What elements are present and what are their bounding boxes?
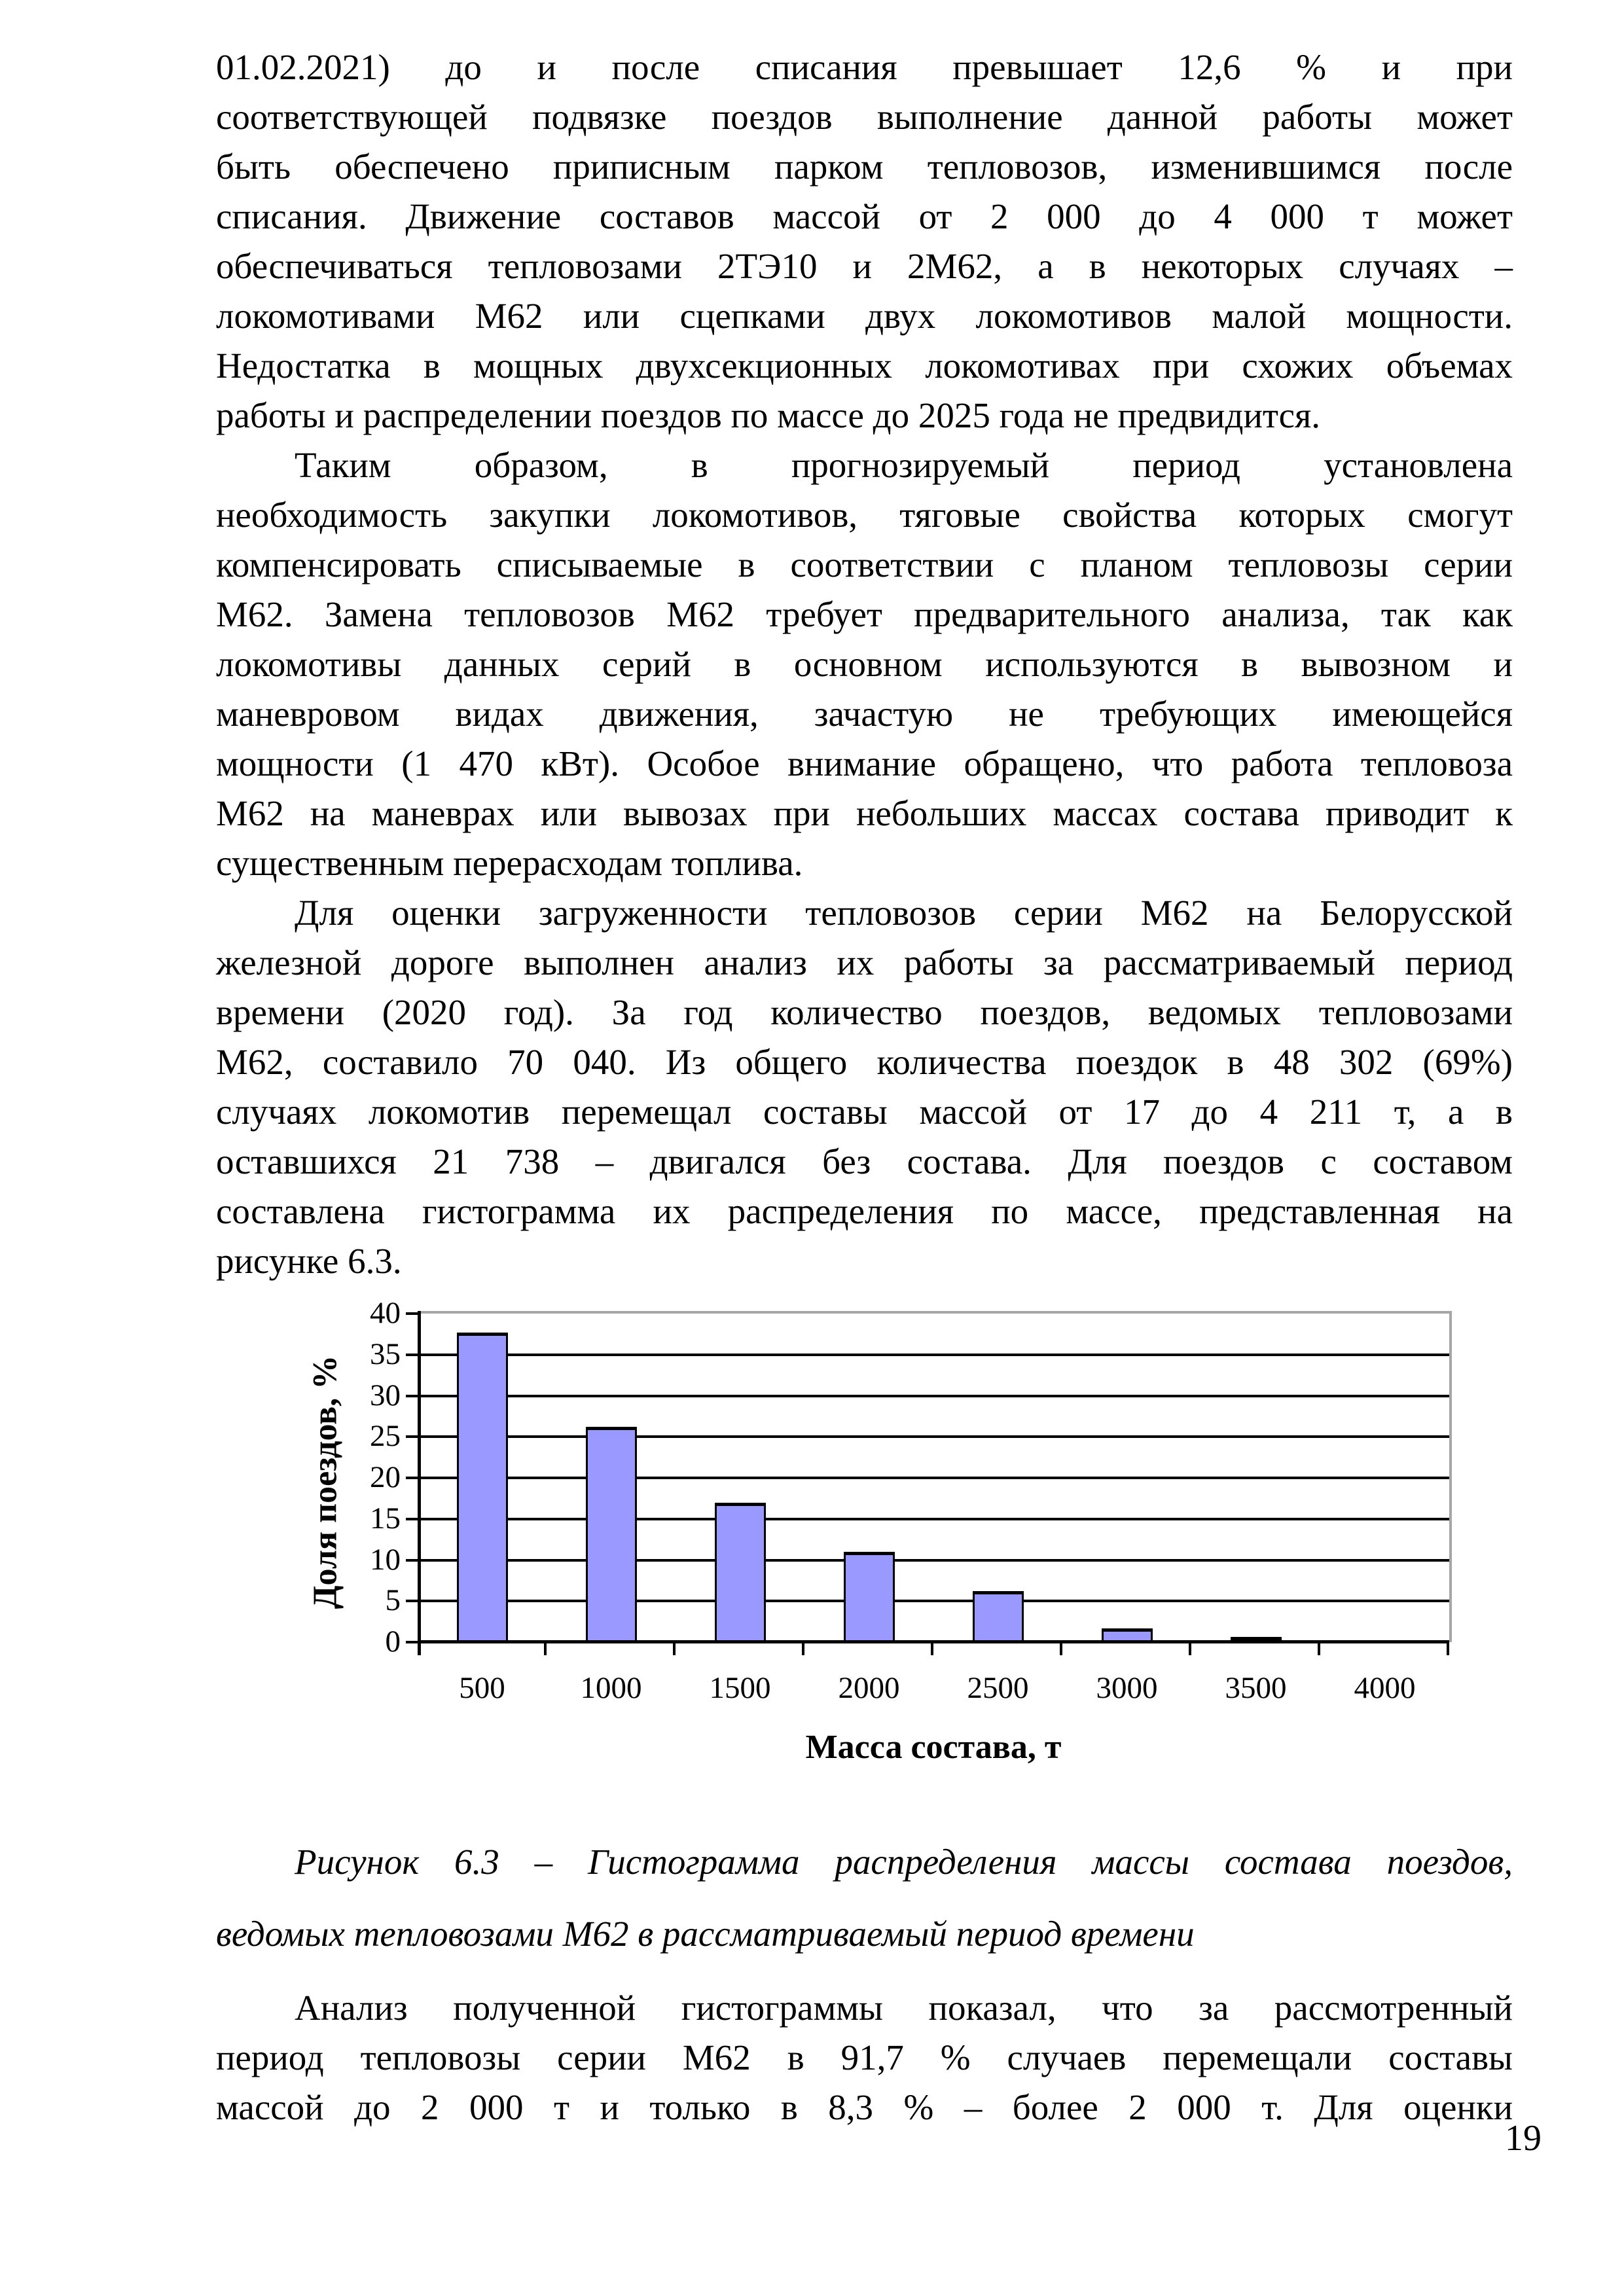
x-axis-tick xyxy=(544,1642,547,1655)
gridline xyxy=(418,1435,1449,1438)
y-axis-tick xyxy=(406,1518,418,1520)
x-axis-tick xyxy=(673,1642,676,1655)
x-axis-tick xyxy=(1189,1642,1191,1655)
text-line: М62, составило 70 040. Из общего количества поездок в 48 302 (69%) xyxy=(216,1042,1513,1082)
x-tick-label: 4000 xyxy=(1354,1671,1416,1705)
plot-area xyxy=(370,1296,1452,1705)
text-line: рисунке 6.3. xyxy=(216,1241,402,1281)
bar-1500 xyxy=(715,1503,766,1642)
x-tick-label: 3000 xyxy=(1096,1671,1158,1705)
text-line: существенным перерасходам топлива. xyxy=(216,843,803,883)
text-line: Для оценки загруженности тепловозов серии М62 на Белорусской xyxy=(295,893,1513,933)
text-line: маневровом видах движения, зачастую не требующих имеющейся xyxy=(216,694,1513,734)
text-line: ведомых тепловозами М62 в рассматриваемый период времени xyxy=(216,1914,1195,1954)
y-tick-label: 25 xyxy=(370,1419,401,1454)
bar-2500 xyxy=(973,1591,1024,1642)
x-tick-label: 3500 xyxy=(1225,1671,1287,1705)
y-tick-label: 30 xyxy=(370,1378,401,1412)
x-axis-tick xyxy=(802,1642,804,1655)
y-tick-label: 35 xyxy=(370,1336,401,1371)
x-tick-label: 1000 xyxy=(580,1671,642,1705)
bar-1000 xyxy=(586,1427,637,1642)
y-axis-tick xyxy=(406,1600,418,1602)
text-line: железной дороге выполнен анализ их работы за рассматриваемый период xyxy=(216,942,1513,982)
y-axis-tick xyxy=(406,1477,418,1479)
y-axis-tick xyxy=(406,1641,418,1643)
text-line: М62 на маневрах или вывозах при небольших массах состава приводит к xyxy=(216,793,1513,833)
y-axis-tick xyxy=(406,1395,418,1397)
y-axis-title: Доля поездов, % xyxy=(306,1355,344,1609)
text-line: локомотивами М62 или сцепками двух локомотивов малой мощности. xyxy=(216,296,1513,336)
gridline xyxy=(418,1559,1449,1562)
text-line: составлена гистограмма их распределения по массе, представленная на xyxy=(216,1191,1513,1231)
x-axis-tick xyxy=(1060,1642,1062,1655)
x-tick-label: 2000 xyxy=(838,1671,900,1705)
bar-2000 xyxy=(844,1552,895,1642)
text-line: соответствующей подвязке поездов выполнение данной работы может xyxy=(216,97,1513,137)
text-line: Недостатка в мощных двухсекционных локомотивах при схожих объемах xyxy=(216,346,1513,386)
x-tick-label: 2500 xyxy=(967,1671,1029,1705)
text-line: быть обеспечено приписным парком тепловозов, изменившимся после xyxy=(216,147,1513,187)
figure-caption xyxy=(216,1826,1513,1970)
text-line: массой до 2 000 т и только в 8,3 % – более 2 000 т. Для оценки xyxy=(216,2087,1513,2127)
text-line: компенсировать списываемые в соответствии с планом тепловозы серии xyxy=(216,545,1513,584)
y-axis-line xyxy=(418,1311,421,1655)
text-line: случаях локомотив перемещал составы массой от 17 до 4 211 т, а в xyxy=(216,1092,1513,1132)
x-tick-label: 1500 xyxy=(709,1671,771,1705)
bar-3500 xyxy=(1231,1637,1282,1642)
text-line: оставшихся 21 738 – двигался без состава. Для поездов с составом xyxy=(216,1141,1513,1181)
y-tick-label: 40 xyxy=(370,1296,401,1330)
y-axis-tick xyxy=(406,1435,418,1438)
gridline xyxy=(418,1395,1449,1397)
gridline xyxy=(418,1518,1449,1520)
x-axis-tick xyxy=(1447,1642,1449,1655)
text-line: мощности (1 470 кВт). Особое внимание обращено, что работа тепловоза xyxy=(216,744,1513,783)
gridline xyxy=(418,1600,1449,1602)
y-axis-tick xyxy=(406,1354,418,1356)
x-axis-line xyxy=(418,1640,1449,1643)
text-line: М62. Замена тепловозов М62 требует предварительного анализа, так как xyxy=(216,594,1513,634)
x-axis-tick xyxy=(931,1642,933,1655)
text-line: списания. Движение составов массой от 2 000 до 4 000 т может xyxy=(216,196,1513,236)
text-line: времени (2020 год). За год количество поездов, ведомых тепловозами xyxy=(216,992,1513,1032)
x-tick-label: 500 xyxy=(459,1671,505,1705)
text-line: Рисунок 6.3 – Гистограмма распределения массы состава поездов, xyxy=(295,1842,1513,1882)
y-tick-label: 20 xyxy=(370,1460,401,1494)
x-axis-tick xyxy=(1318,1642,1320,1655)
text-line: 01.02.2021) до и после списания превышает 12,6 % и при xyxy=(216,47,1513,87)
bar-500 xyxy=(457,1333,508,1642)
y-tick-label: 10 xyxy=(370,1542,401,1577)
body-text xyxy=(216,43,1513,1286)
text-line: Анализ полученной гистограммы показал, что за рассмотренный xyxy=(295,1988,1513,2028)
bar-3000 xyxy=(1102,1628,1153,1642)
closing-paragraph xyxy=(216,1983,1513,2132)
gridline xyxy=(418,1354,1449,1356)
histogram-figure xyxy=(301,1296,1479,1806)
y-tick-label: 15 xyxy=(370,1501,401,1535)
page-number: 19 xyxy=(1505,2118,1542,2159)
text-line: локомотивы данных серий в основном используются в вывозном и xyxy=(216,644,1513,684)
text-line: период тепловозы серии М62 в 91,7 % случаев перемещали составы xyxy=(216,2037,1513,2077)
gridline xyxy=(418,1477,1449,1479)
text-line: Таким образом, в прогнозируемый период установлена xyxy=(295,445,1513,485)
y-tick-label: 0 xyxy=(385,1624,401,1659)
y-axis-tick xyxy=(406,1559,418,1562)
y-tick-label: 5 xyxy=(385,1583,401,1618)
text-line: работы и распределении поездов по массе до 2025 года не предвидится. xyxy=(216,395,1321,435)
y-axis-tick xyxy=(406,1312,418,1315)
x-axis-title: Масса состава, т xyxy=(805,1729,1062,1766)
text-line: обеспечиваться тепловозами 2ТЭ10 и 2М62, а в некоторых случаях – xyxy=(216,246,1513,286)
text-line: необходимость закупки локомотивов, тяговые свойства которых смогут xyxy=(216,495,1513,535)
